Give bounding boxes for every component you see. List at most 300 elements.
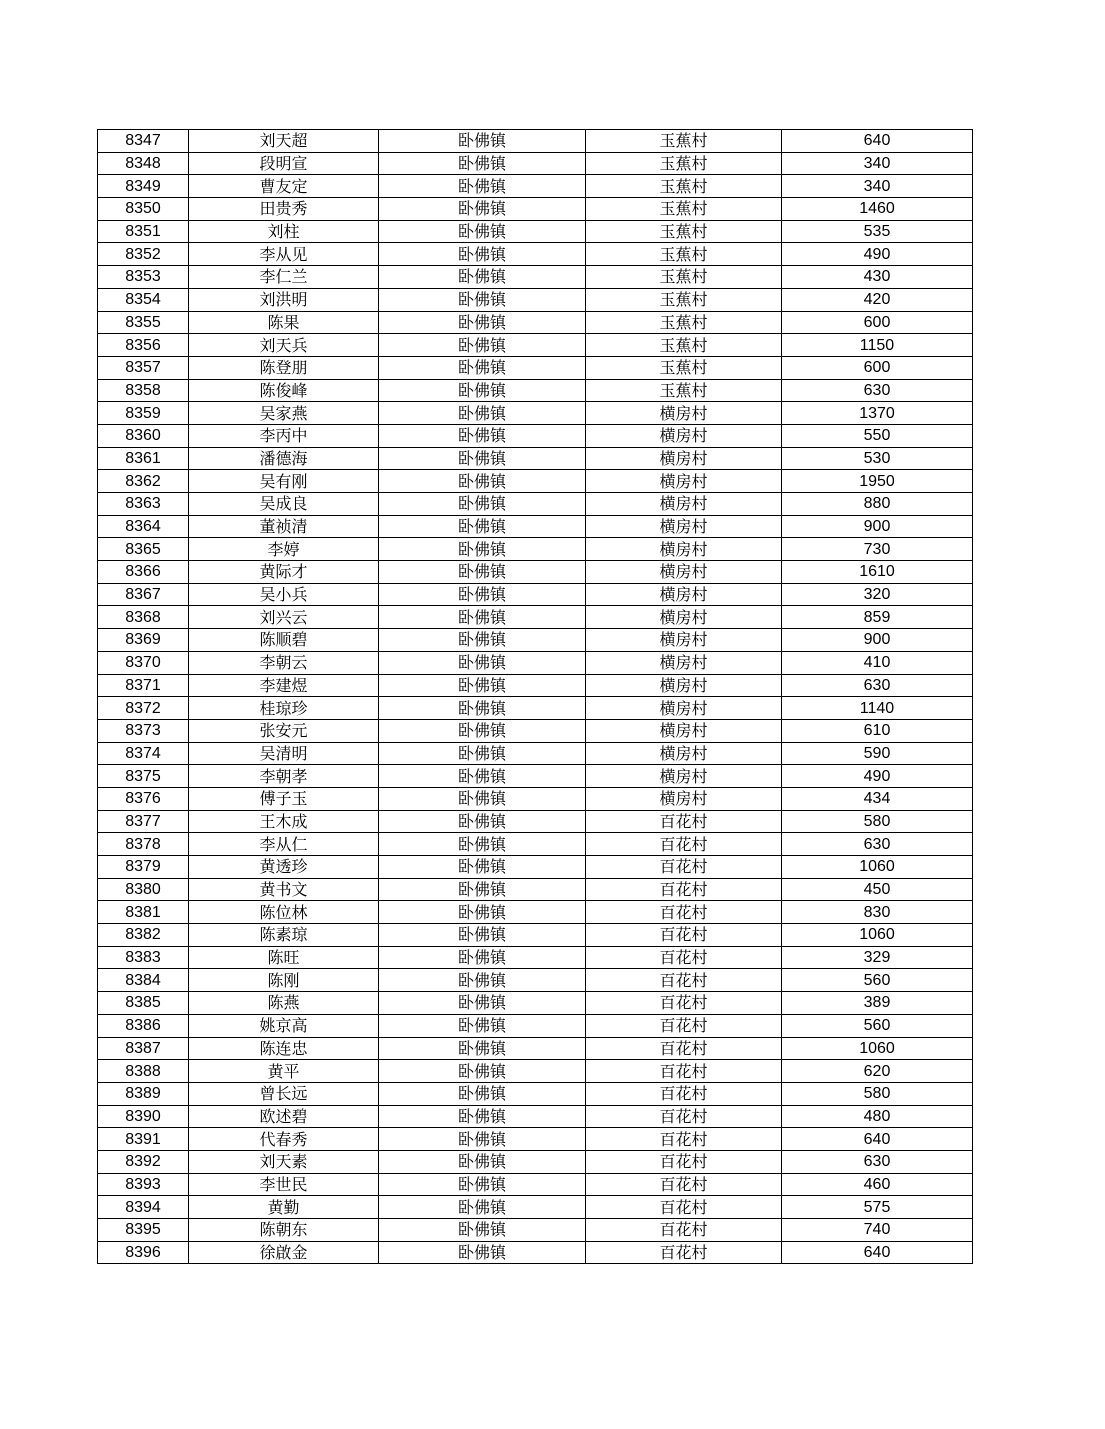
row-id-cell: 8351 <box>98 220 189 243</box>
village-cell: 横房村 <box>586 651 782 674</box>
amount-cell: 880 <box>782 493 973 516</box>
name-cell: 李朝云 <box>189 651 379 674</box>
name-cell: 陈果 <box>189 311 379 334</box>
row-id-cell: 8378 <box>98 833 189 856</box>
name-cell: 李从见 <box>189 243 379 266</box>
name-cell: 李仁兰 <box>189 266 379 289</box>
amount-cell: 430 <box>782 266 973 289</box>
village-cell: 横房村 <box>586 447 782 470</box>
amount-cell: 480 <box>782 1105 973 1128</box>
town-cell: 卧佛镇 <box>379 175 586 198</box>
village-cell: 横房村 <box>586 606 782 629</box>
row-id-cell: 8396 <box>98 1241 189 1264</box>
village-cell: 横房村 <box>586 402 782 425</box>
amount-cell: 730 <box>782 538 973 561</box>
village-cell: 横房村 <box>586 538 782 561</box>
town-cell: 卧佛镇 <box>379 606 586 629</box>
amount-cell: 1460 <box>782 198 973 221</box>
row-id-cell: 8355 <box>98 311 189 334</box>
row-id-cell: 8362 <box>98 470 189 493</box>
row-id-cell: 8364 <box>98 515 189 538</box>
row-id-cell: 8361 <box>98 447 189 470</box>
town-cell: 卧佛镇 <box>379 946 586 969</box>
village-cell: 玉蕉村 <box>586 334 782 357</box>
name-cell: 姚京高 <box>189 1014 379 1037</box>
table-row <box>98 470 973 493</box>
town-cell: 卧佛镇 <box>379 810 586 833</box>
amount-cell: 530 <box>782 447 973 470</box>
row-id-cell: 8350 <box>98 198 189 221</box>
town-cell: 卧佛镇 <box>379 1060 586 1083</box>
name-cell: 吴成良 <box>189 493 379 516</box>
table-row <box>98 198 973 221</box>
town-cell: 卧佛镇 <box>379 198 586 221</box>
village-cell: 横房村 <box>586 787 782 810</box>
town-cell: 卧佛镇 <box>379 833 586 856</box>
name-cell: 董祯清 <box>189 515 379 538</box>
town-cell: 卧佛镇 <box>379 878 586 901</box>
town-cell: 卧佛镇 <box>379 1219 586 1242</box>
amount-cell: 740 <box>782 1219 973 1242</box>
town-cell: 卧佛镇 <box>379 856 586 879</box>
amount-cell: 1140 <box>782 697 973 720</box>
amount-cell: 575 <box>782 1196 973 1219</box>
row-id-cell: 8369 <box>98 629 189 652</box>
name-cell: 曹友定 <box>189 175 379 198</box>
village-cell: 玉蕉村 <box>586 288 782 311</box>
amount-cell: 630 <box>782 674 973 697</box>
row-id-cell: 8391 <box>98 1128 189 1151</box>
name-cell: 陈登朋 <box>189 356 379 379</box>
table-row <box>98 765 973 788</box>
amount-cell: 900 <box>782 515 973 538</box>
amount-cell: 320 <box>782 583 973 606</box>
row-id-cell: 8370 <box>98 651 189 674</box>
town-cell: 卧佛镇 <box>379 1150 586 1173</box>
name-cell: 李朝孝 <box>189 765 379 788</box>
village-cell: 百花村 <box>586 1196 782 1219</box>
town-cell: 卧佛镇 <box>379 402 586 425</box>
amount-cell: 389 <box>782 992 973 1015</box>
row-id-cell: 8386 <box>98 1014 189 1037</box>
village-cell: 玉蕉村 <box>586 311 782 334</box>
amount-cell: 590 <box>782 742 973 765</box>
name-cell: 陈燕 <box>189 992 379 1015</box>
table-row <box>98 674 973 697</box>
table-row <box>98 651 973 674</box>
amount-cell: 580 <box>782 810 973 833</box>
amount-cell: 560 <box>782 969 973 992</box>
name-cell: 吴有刚 <box>189 470 379 493</box>
row-id-cell: 8359 <box>98 402 189 425</box>
amount-cell: 1950 <box>782 470 973 493</box>
town-cell: 卧佛镇 <box>379 130 586 153</box>
table-row <box>98 1128 973 1151</box>
town-cell: 卧佛镇 <box>379 583 586 606</box>
village-cell: 百花村 <box>586 1241 782 1264</box>
village-cell: 百花村 <box>586 1037 782 1060</box>
row-id-cell: 8390 <box>98 1105 189 1128</box>
amount-cell: 550 <box>782 424 973 447</box>
village-cell: 百花村 <box>586 1014 782 1037</box>
name-cell: 李从仁 <box>189 833 379 856</box>
row-id-cell: 8365 <box>98 538 189 561</box>
town-cell: 卧佛镇 <box>379 924 586 947</box>
row-id-cell: 8395 <box>98 1219 189 1242</box>
town-cell: 卧佛镇 <box>379 901 586 924</box>
row-id-cell: 8347 <box>98 130 189 153</box>
village-cell: 横房村 <box>586 719 782 742</box>
table-row <box>98 402 973 425</box>
town-cell: 卧佛镇 <box>379 266 586 289</box>
data-table <box>97 129 973 1264</box>
village-cell: 百花村 <box>586 878 782 901</box>
amount-cell: 329 <box>782 946 973 969</box>
village-cell: 横房村 <box>586 742 782 765</box>
amount-cell: 1060 <box>782 1037 973 1060</box>
row-id-cell: 8348 <box>98 152 189 175</box>
row-id-cell: 8368 <box>98 606 189 629</box>
town-cell: 卧佛镇 <box>379 742 586 765</box>
amount-cell: 1370 <box>782 402 973 425</box>
table-row <box>98 379 973 402</box>
table-row <box>98 924 973 947</box>
village-cell: 百花村 <box>586 924 782 947</box>
amount-cell: 535 <box>782 220 973 243</box>
amount-cell: 620 <box>782 1060 973 1083</box>
name-cell: 陈顺碧 <box>189 629 379 652</box>
name-cell: 吴清明 <box>189 742 379 765</box>
table-row <box>98 1082 973 1105</box>
name-cell: 张安元 <box>189 719 379 742</box>
town-cell: 卧佛镇 <box>379 1014 586 1037</box>
amount-cell: 630 <box>782 833 973 856</box>
name-cell: 徐啟金 <box>189 1241 379 1264</box>
table-row <box>98 515 973 538</box>
village-cell: 玉蕉村 <box>586 220 782 243</box>
village-cell: 玉蕉村 <box>586 130 782 153</box>
amount-cell: 1610 <box>782 561 973 584</box>
town-cell: 卧佛镇 <box>379 1128 586 1151</box>
row-id-cell: 8375 <box>98 765 189 788</box>
row-id-cell: 8363 <box>98 493 189 516</box>
name-cell: 刘柱 <box>189 220 379 243</box>
village-cell: 横房村 <box>586 470 782 493</box>
amount-cell: 490 <box>782 243 973 266</box>
town-cell: 卧佛镇 <box>379 629 586 652</box>
name-cell: 刘天兵 <box>189 334 379 357</box>
name-cell: 黄际才 <box>189 561 379 584</box>
table-row <box>98 833 973 856</box>
amount-cell: 490 <box>782 765 973 788</box>
village-cell: 百花村 <box>586 1082 782 1105</box>
table-row <box>98 810 973 833</box>
row-id-cell: 8374 <box>98 742 189 765</box>
town-cell: 卧佛镇 <box>379 969 586 992</box>
village-cell: 横房村 <box>586 515 782 538</box>
amount-cell: 450 <box>782 878 973 901</box>
table-row <box>98 243 973 266</box>
amount-cell: 600 <box>782 356 973 379</box>
name-cell: 陈朝东 <box>189 1219 379 1242</box>
name-cell: 段明宣 <box>189 152 379 175</box>
row-id-cell: 8393 <box>98 1173 189 1196</box>
table-row <box>98 787 973 810</box>
town-cell: 卧佛镇 <box>379 651 586 674</box>
town-cell: 卧佛镇 <box>379 1196 586 1219</box>
row-id-cell: 8360 <box>98 424 189 447</box>
amount-cell: 340 <box>782 152 973 175</box>
name-cell: 陈连忠 <box>189 1037 379 1060</box>
table-row <box>98 561 973 584</box>
row-id-cell: 8358 <box>98 379 189 402</box>
town-cell: 卧佛镇 <box>379 493 586 516</box>
table-row <box>98 1219 973 1242</box>
village-cell: 横房村 <box>586 765 782 788</box>
row-id-cell: 8382 <box>98 924 189 947</box>
table-body <box>98 130 973 1264</box>
table-row <box>98 629 973 652</box>
table-row <box>98 220 973 243</box>
name-cell: 陈旺 <box>189 946 379 969</box>
amount-cell: 580 <box>782 1082 973 1105</box>
amount-cell: 630 <box>782 379 973 402</box>
row-id-cell: 8356 <box>98 334 189 357</box>
name-cell: 吴小兵 <box>189 583 379 606</box>
row-id-cell: 8376 <box>98 787 189 810</box>
village-cell: 玉蕉村 <box>586 198 782 221</box>
row-id-cell: 8349 <box>98 175 189 198</box>
name-cell: 陈刚 <box>189 969 379 992</box>
village-cell: 百花村 <box>586 901 782 924</box>
row-id-cell: 8383 <box>98 946 189 969</box>
table-row <box>98 1105 973 1128</box>
row-id-cell: 8381 <box>98 901 189 924</box>
amount-cell: 420 <box>782 288 973 311</box>
name-cell: 李建煜 <box>189 674 379 697</box>
town-cell: 卧佛镇 <box>379 1241 586 1264</box>
table-row <box>98 152 973 175</box>
table-row <box>98 288 973 311</box>
table-row <box>98 1241 973 1264</box>
table-row <box>98 742 973 765</box>
table-row <box>98 538 973 561</box>
town-cell: 卧佛镇 <box>379 992 586 1015</box>
table-row <box>98 583 973 606</box>
town-cell: 卧佛镇 <box>379 787 586 810</box>
village-cell: 百花村 <box>586 1105 782 1128</box>
table-row <box>98 606 973 629</box>
name-cell: 陈素琼 <box>189 924 379 947</box>
table-row <box>98 697 973 720</box>
amount-cell: 460 <box>782 1173 973 1196</box>
village-cell: 横房村 <box>586 424 782 447</box>
town-cell: 卧佛镇 <box>379 152 586 175</box>
amount-cell: 340 <box>782 175 973 198</box>
town-cell: 卧佛镇 <box>379 719 586 742</box>
village-cell: 横房村 <box>586 697 782 720</box>
village-cell: 百花村 <box>586 810 782 833</box>
village-cell: 玉蕉村 <box>586 266 782 289</box>
table-row <box>98 1060 973 1083</box>
village-cell: 百花村 <box>586 1128 782 1151</box>
table-row <box>98 356 973 379</box>
town-cell: 卧佛镇 <box>379 379 586 402</box>
amount-cell: 1060 <box>782 856 973 879</box>
amount-cell: 640 <box>782 1241 973 1264</box>
name-cell: 欧述碧 <box>189 1105 379 1128</box>
town-cell: 卧佛镇 <box>379 470 586 493</box>
name-cell: 代春秀 <box>189 1128 379 1151</box>
village-cell: 百花村 <box>586 856 782 879</box>
table-row <box>98 493 973 516</box>
village-cell: 百花村 <box>586 1219 782 1242</box>
table-row <box>98 1196 973 1219</box>
row-id-cell: 8372 <box>98 697 189 720</box>
village-cell: 百花村 <box>586 946 782 969</box>
row-id-cell: 8385 <box>98 992 189 1015</box>
village-cell: 百花村 <box>586 1060 782 1083</box>
town-cell: 卧佛镇 <box>379 1105 586 1128</box>
village-cell: 百花村 <box>586 992 782 1015</box>
table-row <box>98 856 973 879</box>
town-cell: 卧佛镇 <box>379 674 586 697</box>
name-cell: 李世民 <box>189 1173 379 1196</box>
village-cell: 玉蕉村 <box>586 243 782 266</box>
village-cell: 横房村 <box>586 493 782 516</box>
town-cell: 卧佛镇 <box>379 538 586 561</box>
name-cell: 陈位林 <box>189 901 379 924</box>
name-cell: 潘德海 <box>189 447 379 470</box>
row-id-cell: 8394 <box>98 1196 189 1219</box>
village-cell: 百花村 <box>586 969 782 992</box>
amount-cell: 560 <box>782 1014 973 1037</box>
village-cell: 横房村 <box>586 583 782 606</box>
row-id-cell: 8388 <box>98 1060 189 1083</box>
name-cell: 刘兴云 <box>189 606 379 629</box>
village-cell: 百花村 <box>586 1173 782 1196</box>
row-id-cell: 8389 <box>98 1082 189 1105</box>
village-cell: 玉蕉村 <box>586 175 782 198</box>
amount-cell: 640 <box>782 1128 973 1151</box>
village-cell: 玉蕉村 <box>586 152 782 175</box>
table-row <box>98 175 973 198</box>
town-cell: 卧佛镇 <box>379 515 586 538</box>
amount-cell: 410 <box>782 651 973 674</box>
amount-cell: 610 <box>782 719 973 742</box>
amount-cell: 600 <box>782 311 973 334</box>
town-cell: 卧佛镇 <box>379 356 586 379</box>
table-row <box>98 946 973 969</box>
amount-cell: 630 <box>782 1150 973 1173</box>
name-cell: 黄勤 <box>189 1196 379 1219</box>
row-id-cell: 8373 <box>98 719 189 742</box>
village-cell: 百花村 <box>586 833 782 856</box>
name-cell: 李丙中 <box>189 424 379 447</box>
town-cell: 卧佛镇 <box>379 1173 586 1196</box>
name-cell: 刘洪明 <box>189 288 379 311</box>
table-row <box>98 878 973 901</box>
row-id-cell: 8371 <box>98 674 189 697</box>
town-cell: 卧佛镇 <box>379 288 586 311</box>
town-cell: 卧佛镇 <box>379 334 586 357</box>
table-row <box>98 334 973 357</box>
row-id-cell: 8354 <box>98 288 189 311</box>
row-id-cell: 8353 <box>98 266 189 289</box>
village-cell: 横房村 <box>586 561 782 584</box>
name-cell: 刘天素 <box>189 1150 379 1173</box>
name-cell: 吴家燕 <box>189 402 379 425</box>
amount-cell: 900 <box>782 629 973 652</box>
amount-cell: 859 <box>782 606 973 629</box>
name-cell: 曾长远 <box>189 1082 379 1105</box>
table-row <box>98 1150 973 1173</box>
table-row <box>98 1173 973 1196</box>
table-row <box>98 130 973 153</box>
amount-cell: 1060 <box>782 924 973 947</box>
name-cell: 田贵秀 <box>189 198 379 221</box>
row-id-cell: 8367 <box>98 583 189 606</box>
row-id-cell: 8380 <box>98 878 189 901</box>
table-row <box>98 901 973 924</box>
table-row <box>98 1037 973 1060</box>
table-row <box>98 311 973 334</box>
village-cell: 横房村 <box>586 629 782 652</box>
name-cell: 王木成 <box>189 810 379 833</box>
town-cell: 卧佛镇 <box>379 220 586 243</box>
name-cell: 黄平 <box>189 1060 379 1083</box>
name-cell: 黄透珍 <box>189 856 379 879</box>
amount-cell: 640 <box>782 130 973 153</box>
town-cell: 卧佛镇 <box>379 765 586 788</box>
row-id-cell: 8352 <box>98 243 189 266</box>
name-cell: 傅子玉 <box>189 787 379 810</box>
amount-cell: 434 <box>782 787 973 810</box>
row-id-cell: 8392 <box>98 1150 189 1173</box>
row-id-cell: 8377 <box>98 810 189 833</box>
town-cell: 卧佛镇 <box>379 311 586 334</box>
town-cell: 卧佛镇 <box>379 1082 586 1105</box>
town-cell: 卧佛镇 <box>379 243 586 266</box>
name-cell: 李婷 <box>189 538 379 561</box>
town-cell: 卧佛镇 <box>379 561 586 584</box>
table-row <box>98 447 973 470</box>
town-cell: 卧佛镇 <box>379 447 586 470</box>
table-row <box>98 1014 973 1037</box>
name-cell: 桂琼珍 <box>189 697 379 720</box>
name-cell: 黄书文 <box>189 878 379 901</box>
row-id-cell: 8366 <box>98 561 189 584</box>
table-row <box>98 969 973 992</box>
amount-cell: 1150 <box>782 334 973 357</box>
name-cell: 陈俊峰 <box>189 379 379 402</box>
table-row <box>98 719 973 742</box>
table-row <box>98 992 973 1015</box>
village-cell: 玉蕉村 <box>586 379 782 402</box>
row-id-cell: 8379 <box>98 856 189 879</box>
town-cell: 卧佛镇 <box>379 424 586 447</box>
town-cell: 卧佛镇 <box>379 697 586 720</box>
table-row <box>98 424 973 447</box>
village-cell: 玉蕉村 <box>586 356 782 379</box>
table-row <box>98 266 973 289</box>
row-id-cell: 8387 <box>98 1037 189 1060</box>
town-cell: 卧佛镇 <box>379 1037 586 1060</box>
row-id-cell: 8357 <box>98 356 189 379</box>
amount-cell: 830 <box>782 901 973 924</box>
village-cell: 百花村 <box>586 1150 782 1173</box>
row-id-cell: 8384 <box>98 969 189 992</box>
